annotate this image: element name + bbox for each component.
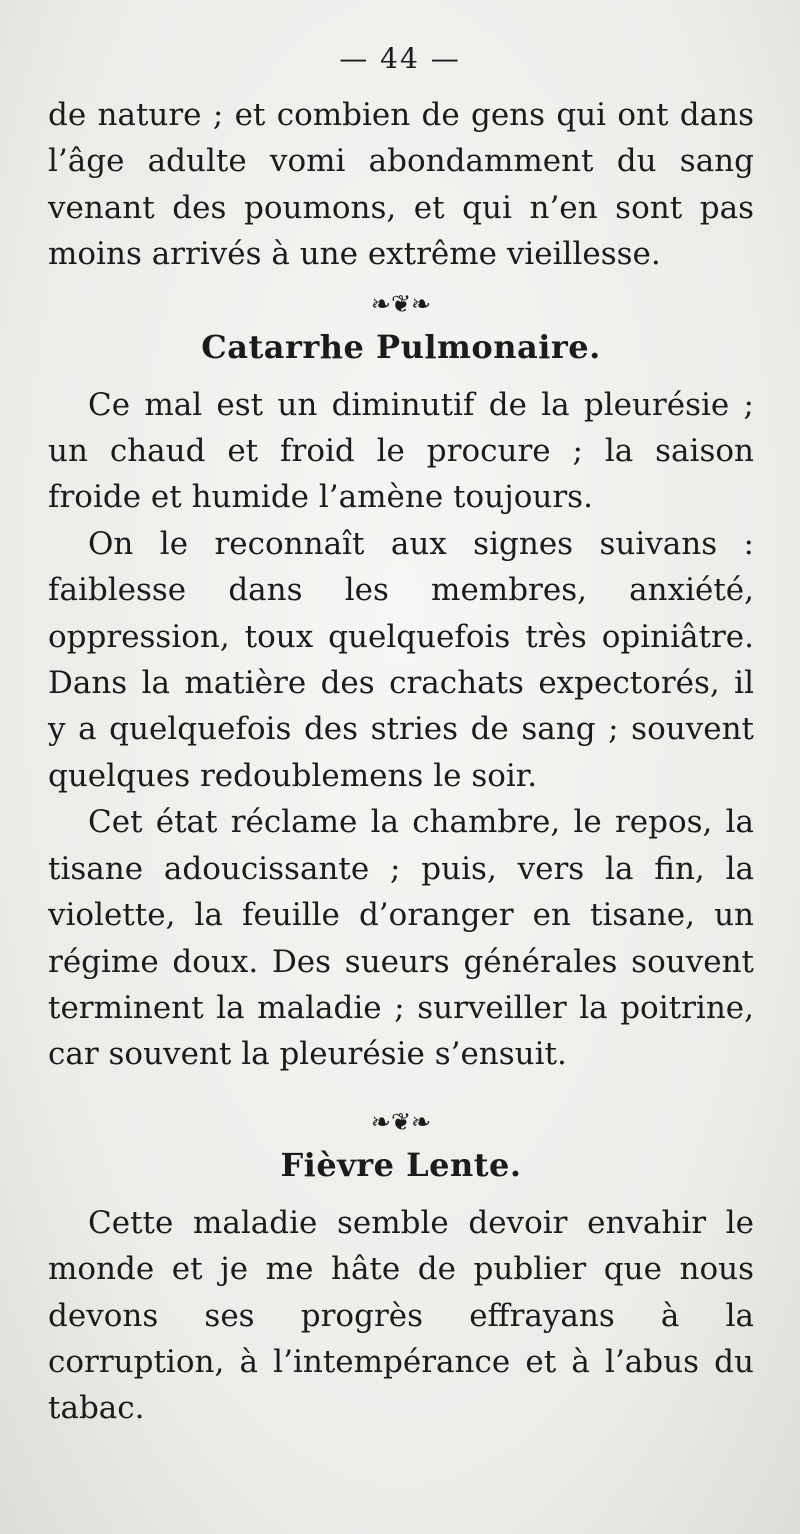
intro-paragraph: de nature ; et combien de gens qui ont dans l’âge adulte vomi abondamment du sang venant des poumons, et qui n’en sont pas moins arrivés à une extrême vieillesse. [48, 97, 754, 273]
page-number: — 44 — [339, 42, 461, 75]
section-heading-fievre: Fièvre Lente. [280, 1145, 522, 1184]
paragraph: Cette maladie semble devoir envahir le monde et je me hâte de publier que nous devons ses progrès effrayans à la corruption, à l’intempérance et à l’abus du tabac. [48, 1204, 754, 1427]
ornament-divider: ❧❦❧ [370, 1107, 432, 1136]
paragraph: Cet état réclame la chambre, le repos, la tisane adoucissante ; puis, vers la fin, la violette, la feuille d’oranger en tisane, un régime doux. Des sueurs générales souvent terminent la maladie ; surveiller la poitrine, car souvent la pleurésie s’ensuit. [48, 804, 754, 1073]
paragraph: On le reconnaît aux signes suivans : faiblesse dans les membres, anxiété, oppression, toux quelquefois très opiniâtre. Dans la matière des crachats expectorés, il y a quelquefois des stries de sang ; souvent quelques redoublemens le soir. [48, 525, 754, 794]
page-body [48, 92, 754, 1432]
paragraph: Ce mal est un diminutif de la pleurésie ; un chaud et froid le procure ; la saison froide et humide l’amène toujours. [48, 386, 754, 516]
ornament-divider: ❧❦❧ [370, 289, 432, 318]
section-heading-catarrhe: Catarrhe Pulmonaire. [201, 327, 601, 366]
